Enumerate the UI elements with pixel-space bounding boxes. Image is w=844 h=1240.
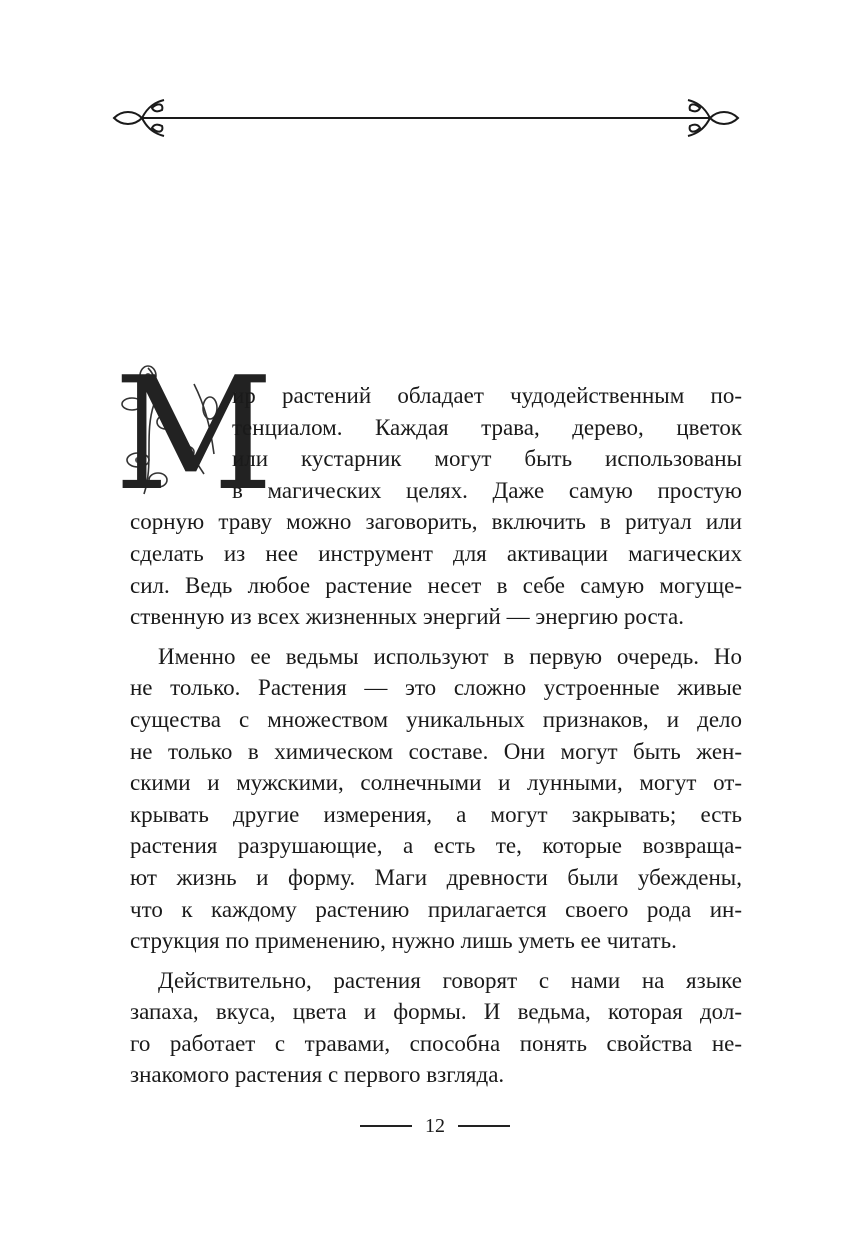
text-line: сделать из нее инструмент для активации магических [130,540,742,566]
text-line: сорную траву можно заговорить, включить в ритуал или [130,509,742,535]
text-line: ственную из всех жизненных энергий — энергию роста. [130,604,684,630]
text-line: сил. Ведь любое растение несет в себе самую могуще- [130,572,742,598]
text-line: что к каждому растению прилагается своего рода ин- [130,896,742,922]
text-line: растения разрушающие, а есть те, которые возвраща- [130,833,742,859]
body-text [130,380,742,1091]
dropcap-letter: М [114,343,274,525]
text-line: или кустарник могут быть использованы [232,446,742,472]
text-line: го работает с травами, способна понять свойства не- [130,1030,742,1056]
text-line: знакомого растения с первого взгляда. [130,1062,505,1088]
left-leaf-sprig-icon [114,100,174,136]
text-line: крывать другие измерения, а могут закрывать; есть [130,801,742,827]
header-ornament-rule [112,96,740,140]
page-footer [360,1112,510,1140]
footer-rule-right [458,1125,510,1127]
footer-rule-left [360,1125,412,1127]
page-number: 12 [425,1115,445,1137]
text-line: запаха, вкуса, цвета и формы. И ведьма, которая дол- [130,999,742,1025]
text-line: Именно ее ведьмы используют в первую очередь. Но [158,643,742,669]
paragraph-2 [130,641,742,957]
right-leaf-sprig-icon [678,100,738,136]
text-line: в магических целях. Даже самую простую [232,477,742,503]
text-line: ют жизнь и форму. Маги древности были убеждены, [130,864,742,890]
paragraph-1 [130,380,742,633]
paragraph-3 [130,965,742,1091]
text-line: скими и мужскими, солнечными и лунными, могут от- [130,770,742,796]
text-line: Действительно, растения говорят с нами на языке [158,967,742,993]
text-line: ир растений обладает чудодейственным по- [232,383,742,408]
text-line: тенциалом. Каждая трава, дерево, цветок [232,414,742,440]
text-line: не только. Растения — это сложно устроенные живые [130,675,742,701]
text-line: струкция по применению, нужно лишь уметь ее читать. [130,928,677,954]
text-line: не только в химическом составе. Они могут быть жен- [130,738,742,764]
text-line: существа с множеством уникальных признаков, и дело [130,706,742,732]
